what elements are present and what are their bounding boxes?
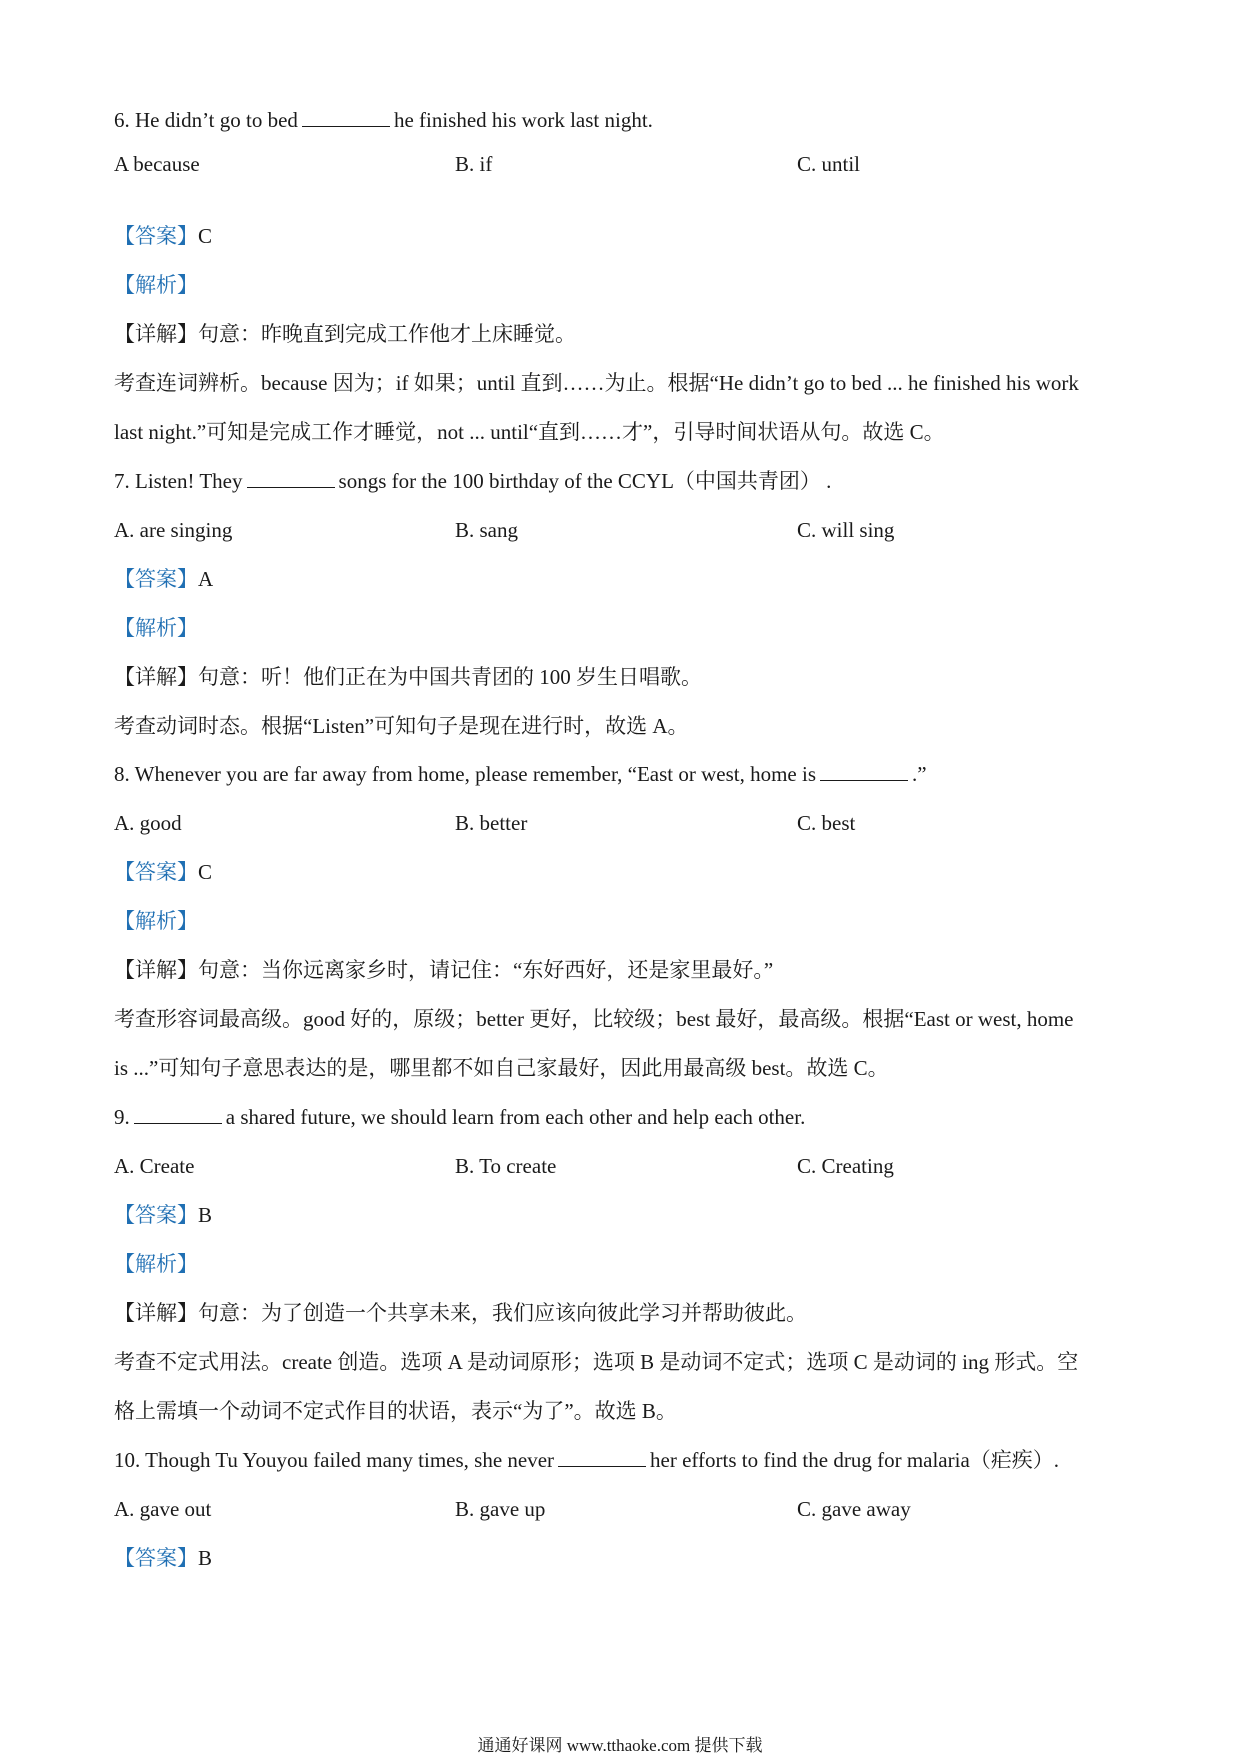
question-10-answer: 【答案】B xyxy=(114,1546,213,1570)
question-7-stem: 7. Listen! They songs for the 100 birthday of the CCYL（中国共青团） . xyxy=(114,469,832,493)
answer-blank xyxy=(820,760,908,781)
question-8-stem: 8. Whenever you are far away from home, please remember, “East or west, home is .” xyxy=(114,762,927,786)
question-7-option-a: A. are singing xyxy=(114,518,233,542)
question-8-explain-line-1: 考查形容词最高级。good 好的，原级；better 更好，比较级；best 最好，最高级。根据“East or west, home xyxy=(114,1007,1074,1031)
question-9-detail: 【详解】句意：为了创造一个共享未来，我们应该向彼此学习并帮助彼此。 xyxy=(114,1301,807,1325)
question-6-option-c: C. until xyxy=(797,152,861,176)
question-7-detail: 【详解】句意：听！他们正在为中国共青团的 100 岁生日唱歌。 xyxy=(114,665,702,689)
answer-blank xyxy=(134,1103,222,1124)
question-8-analysis-label: 【解析】 xyxy=(114,909,198,933)
question-10-option-c: C. gave away xyxy=(797,1497,911,1521)
question-7-answer: 【答案】A xyxy=(114,567,214,591)
question-6-explain-line-1: 考查连词辨析。because 因为；if 如果；until 直到……为止。根据“He didn’t go to bed ... he finished his work xyxy=(114,371,1079,395)
question-6-option-a: A because xyxy=(114,152,200,176)
question-6-detail: 【详解】句意：昨晚直到完成工作他才上床睡觉。 xyxy=(114,322,576,346)
question-6-analysis-label: 【解析】 xyxy=(114,273,198,297)
question-9-option-a: A. Create xyxy=(114,1154,195,1178)
question-8-option-a: A. good xyxy=(114,811,182,835)
question-6-explain-line-2: last night.”可知是完成工作才睡觉，not ... until“直到……才”，引导时间状语从句。故选 C。 xyxy=(114,420,945,444)
question-9-answer: 【答案】B xyxy=(114,1203,213,1227)
answer-blank xyxy=(247,467,335,488)
question-6-stem: 6. He didn’t go to bed he finished his work last night. xyxy=(114,108,653,132)
question-8-detail: 【详解】句意：当你远离家乡时，请记住：“东好西好，还是家里最好。” xyxy=(114,958,774,982)
question-8-answer: 【答案】C xyxy=(114,860,213,884)
question-8-option-b: B. better xyxy=(455,811,528,835)
question-8-explain-line-2: is ...”可知句子意思表达的是，哪里都不如自己家最好，因此用最高级 best。故选 C。 xyxy=(114,1056,889,1080)
question-10-option-b: B. gave up xyxy=(455,1497,546,1521)
question-7-analysis-label: 【解析】 xyxy=(114,616,198,640)
question-8-option-c: C. best xyxy=(797,811,856,835)
question-9-option-c: C. Creating xyxy=(797,1154,894,1178)
question-10-option-a: A. gave out xyxy=(114,1497,212,1521)
question-9-analysis-label: 【解析】 xyxy=(114,1252,198,1276)
question-7-option-b: B. sang xyxy=(455,518,518,542)
answer-blank xyxy=(558,1446,646,1467)
answer-blank xyxy=(302,106,390,127)
page-footer: 通通好课网 www.tthaoke.com 提供下载 xyxy=(477,1736,763,1755)
question-9-explain-line-1: 考查不定式用法。create 创造。选项 A 是动词原形；选项 B 是动词不定式；选项 C 是动词的 ing 形式。空 xyxy=(114,1350,1079,1374)
question-6-answer: 【答案】C xyxy=(114,224,213,248)
question-7-explain-line-1: 考查动词时态。根据“Listen”可知句子是现在进行时，故选 A。 xyxy=(114,714,689,738)
question-6-option-b: B. if xyxy=(455,152,493,176)
question-9-explain-line-2: 格上需填一个动词不定式作目的状语，表示“为了”。故选 B。 xyxy=(114,1399,677,1423)
question-9-stem: 9. a shared future, we should learn from each other and help each other. xyxy=(114,1105,806,1129)
question-9-option-b: B. To create xyxy=(455,1154,557,1178)
question-10-stem: 10. Though Tu Youyou failed many times, she never her efforts to find the drug for malaria（疟疾）. xyxy=(114,1448,1060,1472)
question-7-option-c: C. will sing xyxy=(797,518,895,542)
